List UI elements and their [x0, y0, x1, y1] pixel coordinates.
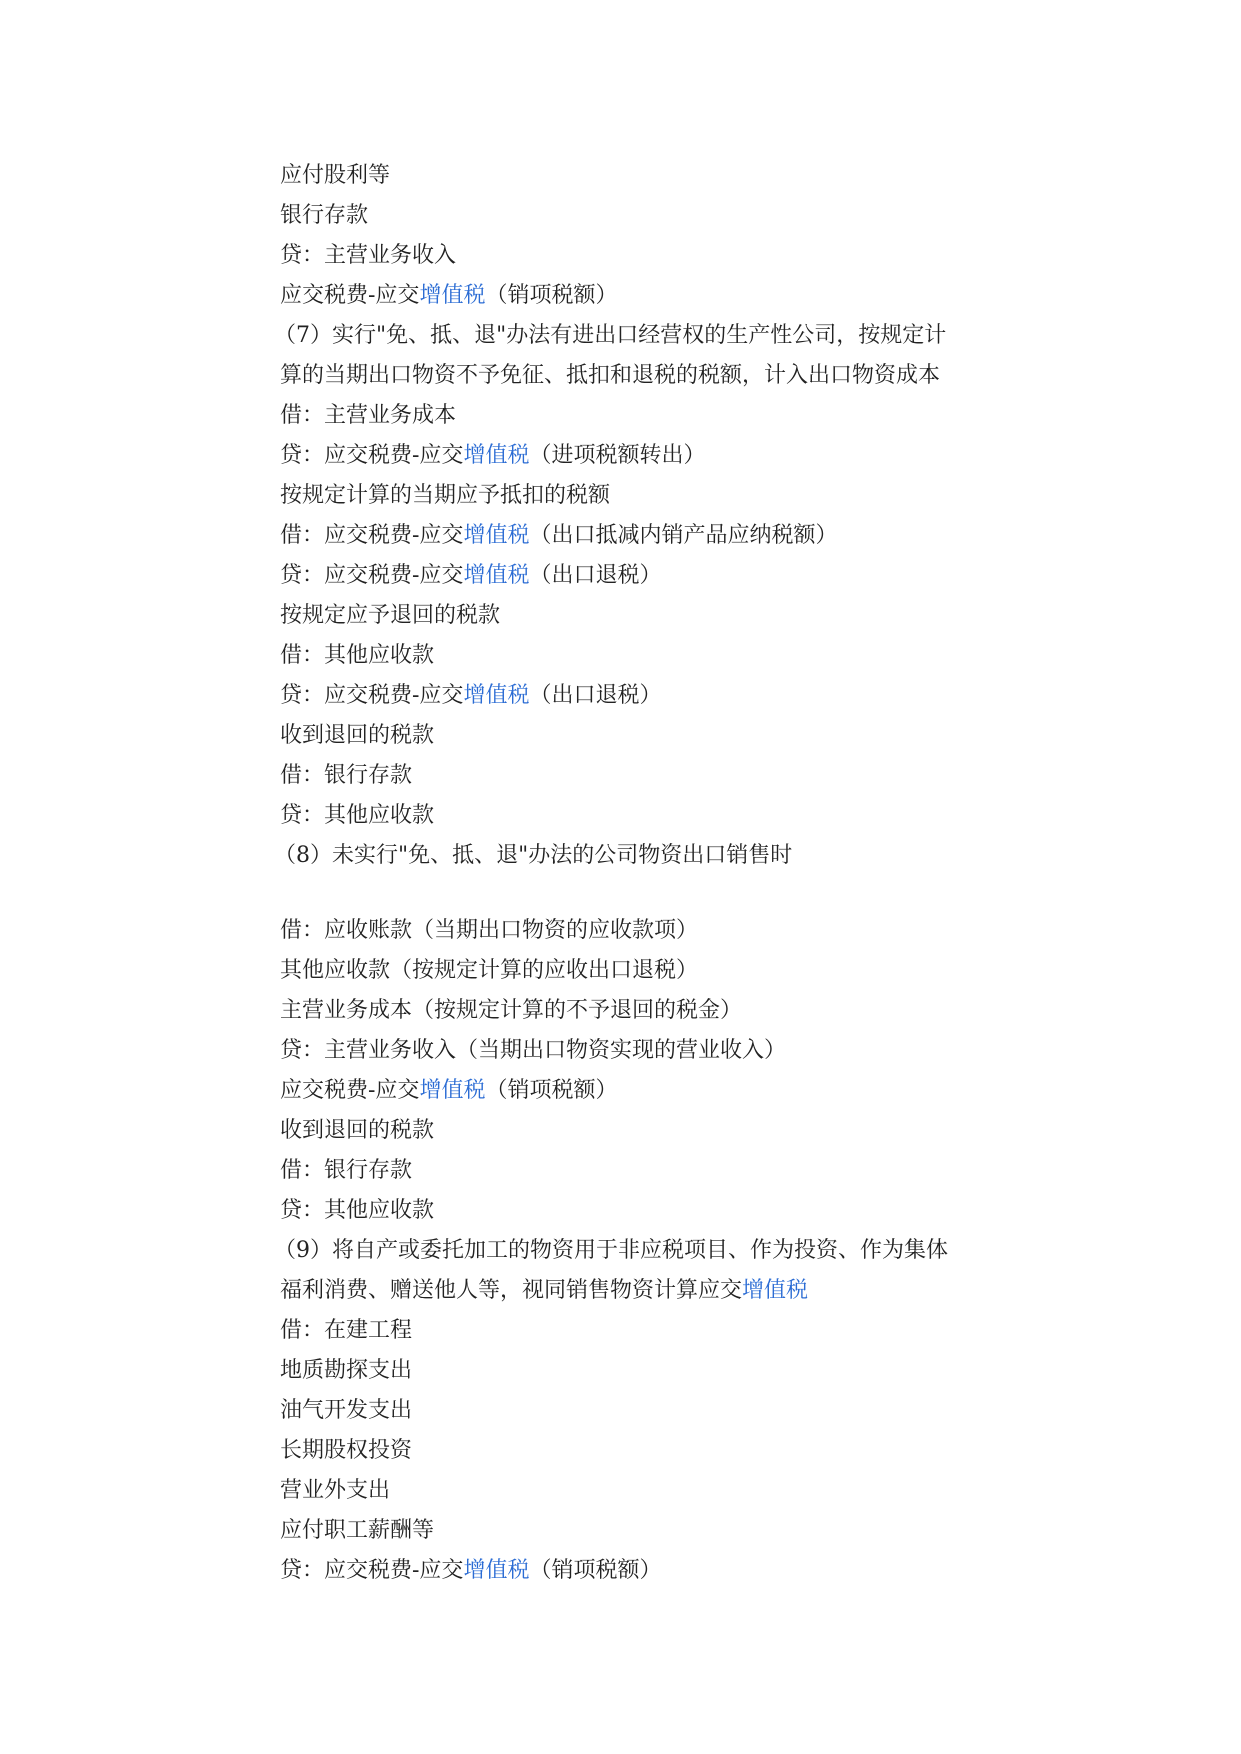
text-segment: （7）实行"免、抵、退"办法有进出口经营权的生产性公司，按规定计 [274, 323, 947, 348]
text-line [280, 1151, 1060, 1191]
text-line [280, 236, 1060, 276]
text-segment: 按规定计算的当期应予抵扣的税额 [280, 483, 611, 508]
text-line [280, 1271, 1060, 1311]
text-segment: 收到退回的税款 [280, 723, 435, 748]
text-segment: 按规定应予退回的税款 [280, 603, 501, 628]
text-line [280, 596, 1060, 636]
vat-link[interactable]: 增值税 [463, 563, 530, 588]
text-segment: 借：在建工程 [280, 1318, 413, 1343]
text-segment: 贷：应交税费-应交 [280, 563, 464, 588]
text-segment: 贷：主营业务收入（当期出口物资实现的营业收入） [280, 1038, 787, 1063]
text-segment: 长期股权投资 [280, 1438, 413, 1463]
text-segment: 福利消费、赠送他人等，视同销售物资计算应交 [280, 1278, 743, 1303]
text-segment: （销项税额） [529, 1558, 662, 1583]
text-segment: （销项税额） [485, 283, 618, 308]
vat-link[interactable]: 增值税 [463, 1558, 530, 1583]
text-line [280, 1311, 1060, 1351]
text-segment: 贷：应交税费-应交 [280, 683, 464, 708]
text-segment: 借：应交税费-应交 [280, 523, 464, 548]
text-segment: 其他应收款（按规定计算的应收出口退税） [280, 958, 699, 983]
text-segment: 贷：其他应收款 [280, 1198, 435, 1223]
text-segment: （出口抵减内销产品应纳税额） [529, 523, 838, 548]
vat-link[interactable]: 增值税 [463, 443, 530, 468]
text-line [280, 556, 1060, 596]
text-line [280, 756, 1060, 796]
text-line [280, 196, 1060, 236]
text-line [280, 1071, 1060, 1111]
text-line [280, 1191, 1060, 1231]
text-segment: 借：银行存款 [280, 1158, 413, 1183]
text-line [280, 1031, 1060, 1071]
vat-link[interactable]: 增值税 [463, 683, 530, 708]
text-segment: 主营业务成本（按规定计算的不予退回的税金） [280, 998, 743, 1023]
text-line [280, 951, 1060, 991]
text-line [280, 716, 1060, 756]
text-segment: 地质勘探支出 [280, 1358, 413, 1383]
text-segment: （出口退税） [529, 683, 662, 708]
text-line [280, 276, 1060, 316]
text-segment: 应交税费-应交 [280, 283, 420, 308]
text-segment: 银行存款 [280, 203, 369, 228]
text-line [280, 676, 1060, 716]
vat-link[interactable]: 增值税 [419, 283, 486, 308]
text-segment: 贷：应交税费-应交 [280, 1558, 464, 1583]
text-line [274, 1231, 1060, 1271]
text-line [280, 1111, 1060, 1151]
text-line [280, 796, 1060, 836]
vat-link[interactable]: 增值税 [742, 1278, 809, 1303]
text-segment: 借：主营业务成本 [280, 403, 457, 428]
text-line [280, 356, 1060, 396]
text-segment: 油气开发支出 [280, 1398, 413, 1423]
text-line [280, 1391, 1060, 1431]
text-line [280, 476, 1060, 516]
text-segment: （8）未实行"免、抵、退"办法的公司物资出口销售时 [274, 843, 793, 868]
text-line [280, 636, 1060, 676]
text-segment: 借：银行存款 [280, 763, 413, 788]
text-line [280, 991, 1060, 1031]
vat-link[interactable]: 增值税 [419, 1078, 486, 1103]
text-line [280, 911, 1060, 951]
document-body [274, 156, 1060, 1591]
text-segment: （9）将自产或委托加工的物资用于非应税项目、作为投资、作为集体 [274, 1238, 948, 1263]
text-line [280, 1551, 1060, 1591]
text-line [280, 1511, 1060, 1551]
blank-line [280, 876, 1060, 911]
text-segment: 借：应收账款（当期出口物资的应收款项） [280, 918, 699, 943]
text-line [274, 316, 1060, 356]
text-segment: 营业外支出 [280, 1478, 391, 1503]
text-segment: （出口退税） [529, 563, 662, 588]
text-segment: 借：其他应收款 [280, 643, 435, 668]
text-segment: 应付职工薪酬等 [280, 1518, 435, 1543]
text-segment: 收到退回的税款 [280, 1118, 435, 1143]
text-segment: 贷：主营业务收入 [280, 243, 457, 268]
text-line [280, 436, 1060, 476]
text-line [274, 836, 1060, 876]
text-line [280, 1431, 1060, 1471]
text-segment: （销项税额） [485, 1078, 618, 1103]
text-segment: 贷：其他应收款 [280, 803, 435, 828]
text-segment: 贷：应交税费-应交 [280, 443, 464, 468]
vat-link[interactable]: 增值税 [463, 523, 530, 548]
text-line [280, 156, 1060, 196]
text-line [280, 516, 1060, 556]
text-line [280, 1351, 1060, 1391]
text-segment: 算的当期出口物资不予免征、抵扣和退税的税额，计入出口物资成本 [280, 363, 941, 388]
text-line [280, 396, 1060, 436]
text-segment: 应付股利等 [280, 163, 391, 188]
text-line [280, 1471, 1060, 1511]
text-segment: （进项税额转出） [529, 443, 706, 468]
text-segment: 应交税费-应交 [280, 1078, 420, 1103]
